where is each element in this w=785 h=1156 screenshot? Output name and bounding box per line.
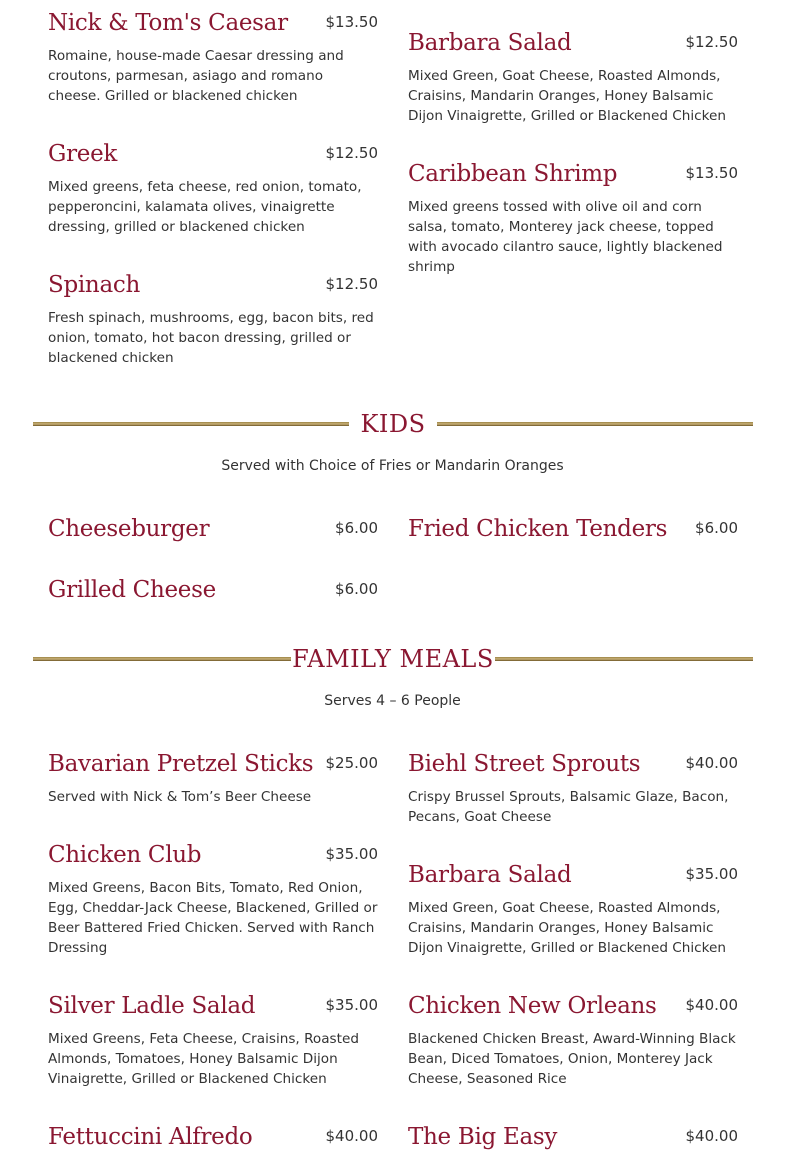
item-price: $40.00 [685, 1127, 738, 1145]
item-name: Silver Ladle Salad [48, 993, 256, 1019]
item-price: $40.00 [325, 1127, 378, 1145]
item-price: $35.00 [325, 845, 378, 863]
item-price: $40.00 [685, 754, 738, 772]
item-price: $35.00 [325, 996, 378, 1014]
item-name: Bavarian Pretzel Sticks [48, 751, 314, 777]
item-description: Served with Nick & Tom’s Beer Cheese [48, 789, 312, 805]
item-description: Mixed Greens, Feta Cheese, Craisins, Roasted Almonds, Tomatoes, Honey Balsamic Dijon Vinaigrette, Grilled or Blackened Chicken [48, 1031, 359, 1087]
item-name: Greek [48, 141, 118, 167]
item-price: $6.00 [335, 580, 378, 598]
section-subtitle: Served with Choice of Fries or Mandarin Oranges [221, 458, 564, 474]
item-name: Barbara Salad [408, 30, 572, 56]
item-price: $25.00 [325, 754, 378, 772]
item-name: Chicken New Orleans [408, 993, 657, 1019]
item-price: $35.00 [685, 865, 738, 883]
item-name: Cheeseburger [48, 516, 210, 542]
item-price: $12.50 [685, 33, 738, 51]
menu-item [48, 993, 378, 1089]
item-price: $13.50 [685, 164, 738, 182]
menu-item [408, 516, 738, 548]
menu-item [48, 751, 378, 807]
menu-item [48, 842, 378, 958]
menu-item [408, 161, 738, 277]
item-description: Mixed Green, Goat Cheese, Roasted Almonds, Craisins, Mandarin Oranges, Honey Balsamic Dijon Vinaigrette, Grilled or Blackened Chicken [408, 68, 727, 124]
item-name: The Big Easy [408, 1124, 558, 1150]
item-name: Grilled Cheese [48, 577, 216, 603]
menu-item [408, 1124, 738, 1156]
item-description: Fresh spinach, mushrooms, egg, bacon bits, red onion, tomato, hot bacon dressing, grilled or blackened chicken [48, 310, 374, 366]
item-description: Mixed Greens, Bacon Bits, Tomato, Red Onion, Egg, Cheddar-Jack Cheese, Blackened, Grilled or Beer Battered Fried Chicken. Served with Ranch Dressing [48, 880, 378, 956]
item-description: Crispy Brussel Sprouts, Balsamic Glaze, Bacon, Pecans, Goat Cheese [408, 789, 729, 825]
item-description: Blackened Chicken Breast, Award-Winning Black Bean, Diced Tomatoes, Onion, Monterey Jack Cheese, Seasoned Rice [408, 1031, 736, 1087]
item-name: Fried Chicken Tenders [408, 516, 668, 542]
section-title: FAMILY MEALS [292, 645, 494, 673]
section-title: KIDS [360, 410, 426, 438]
item-name: Biehl Street Sprouts [408, 751, 641, 777]
item-description: Mixed greens, feta cheese, red onion, tomato, pepperoncini, kalamata olives, vinaigrette dressing, grilled or blackened chicken [48, 179, 362, 235]
item-price: $6.00 [335, 519, 378, 537]
menu-item [48, 516, 378, 548]
section-subtitle: Serves 4 – 6 People [324, 693, 461, 709]
item-price: $40.00 [685, 996, 738, 1014]
item-price: $12.50 [325, 275, 378, 293]
item-price: $13.50 [325, 13, 378, 31]
item-name: Barbara Salad [408, 862, 572, 888]
item-name: Caribbean Shrimp [408, 161, 618, 187]
item-description: Mixed greens tossed with olive oil and corn salsa, tomato, Monterey jack cheese, topped with avocado cilantro sauce, lightly blackened shrimp [408, 199, 723, 275]
menu-item [48, 272, 378, 368]
item-name: Fettuccini Alfredo [48, 1124, 253, 1150]
menu-item [48, 1124, 378, 1156]
item-name: Chicken Club [48, 842, 202, 868]
menu-item [408, 30, 738, 126]
item-description: Mixed Green, Goat Cheese, Roasted Almonds, Craisins, Mandarin Oranges, Honey Balsamic Dijon Vinaigrette, Grilled or Blackened Chicken [408, 900, 727, 956]
family-meals-section-header [33, 645, 753, 675]
menu-item [408, 862, 738, 958]
menu-item [408, 751, 738, 827]
menu-item [48, 10, 378, 106]
item-price: $12.50 [325, 144, 378, 162]
kids-section-header [33, 410, 753, 440]
item-price: $6.00 [695, 519, 738, 537]
menu-item [48, 577, 378, 609]
item-name: Nick & Tom's Caesar [48, 10, 288, 36]
item-description: Romaine, house-made Caesar dressing and croutons, parmesan, asiago and romano cheese. Grilled or blackened chicken [48, 48, 344, 104]
menu-item [48, 141, 378, 237]
menu-item [408, 993, 738, 1089]
item-name: Spinach [48, 272, 140, 298]
